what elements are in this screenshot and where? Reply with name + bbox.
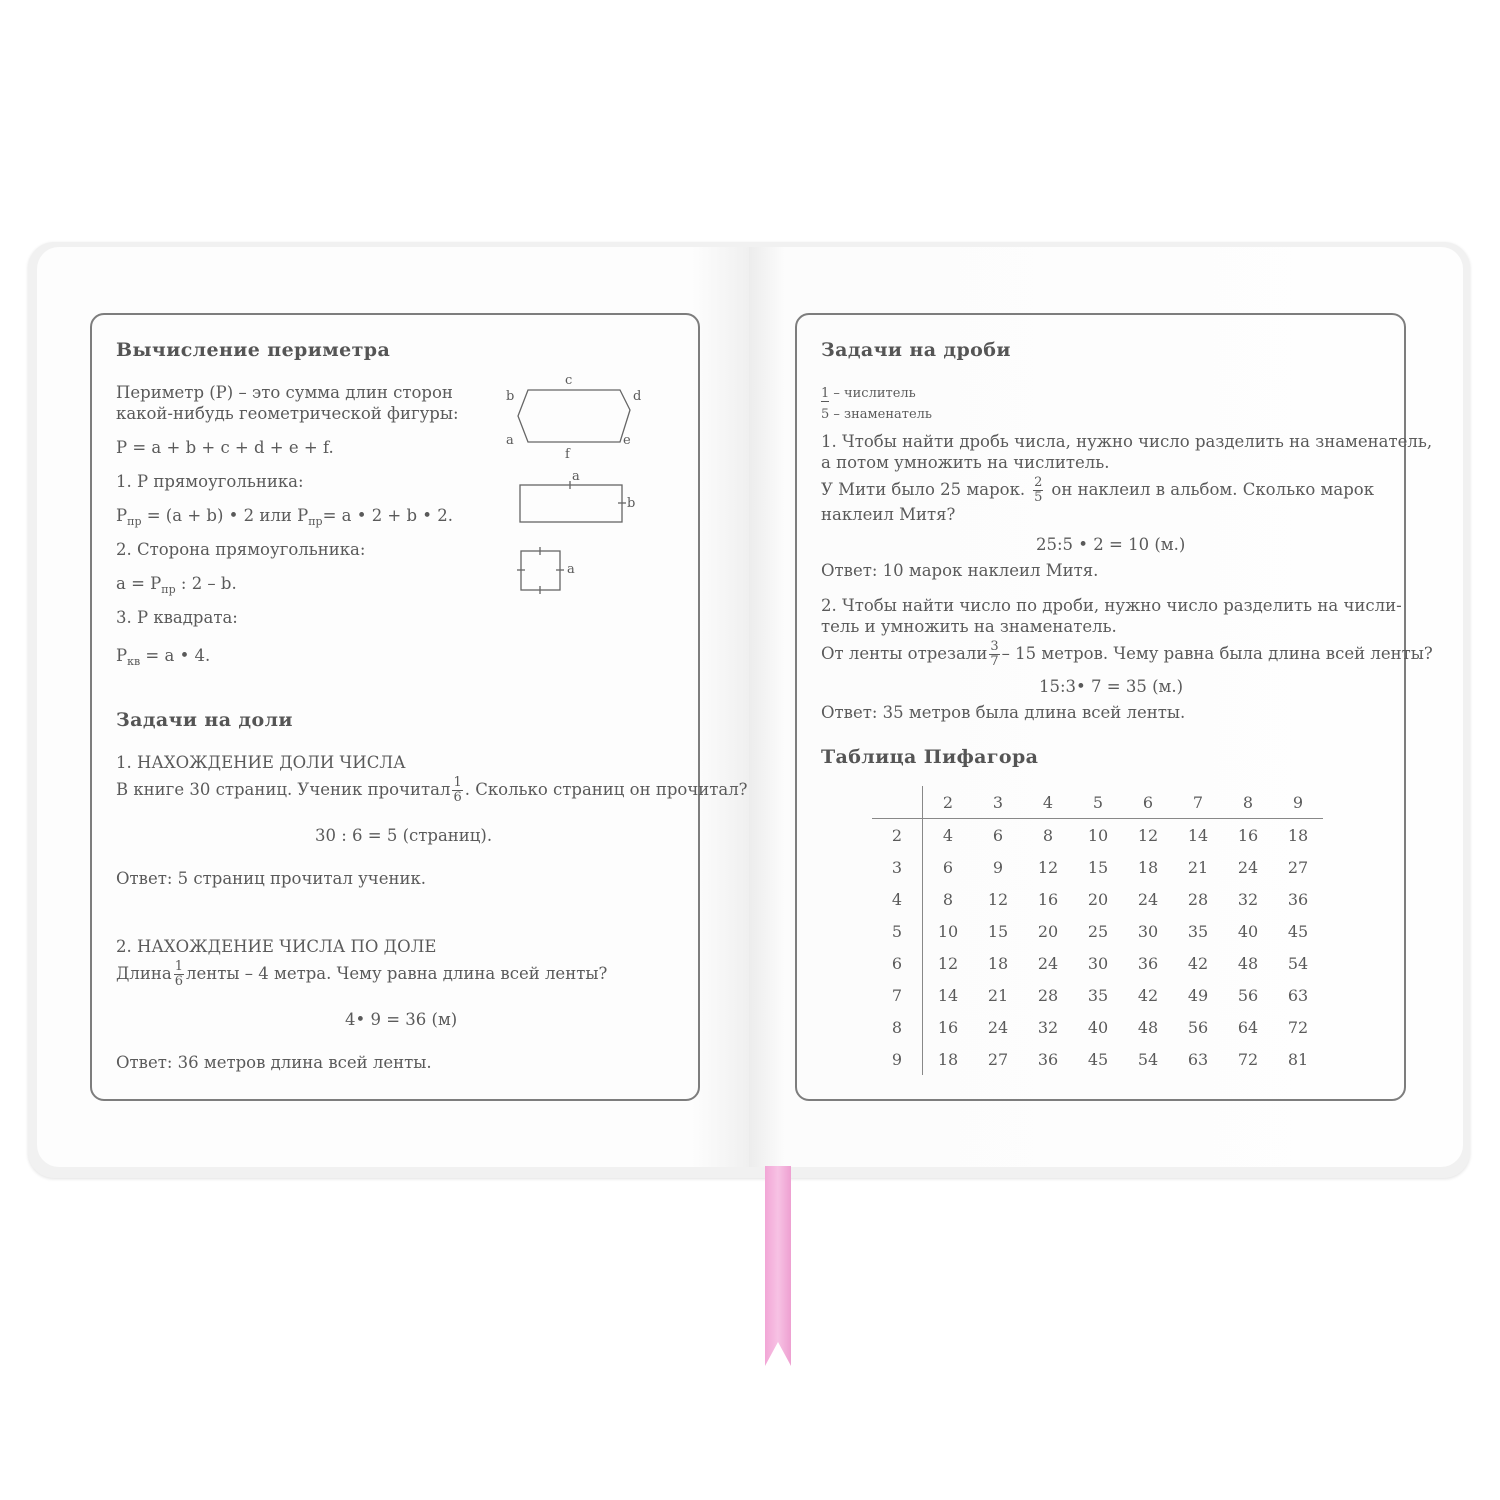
pythagoras-row	[872, 851, 1323, 883]
pythagoras-cell: 21	[1187, 857, 1209, 877]
number-by-share-calc: 4• 9 = 36 (м)	[345, 1010, 458, 1029]
square-label-a: a	[567, 562, 575, 577]
pythagoras-row	[872, 915, 1323, 947]
pythagoras-cell: 6	[992, 825, 1004, 845]
pythagoras-cell: 24	[1137, 889, 1159, 909]
pythagoras-cell: 36	[1287, 889, 1309, 909]
fraction-rule1-line1: 1. Чтобы найти дробь числа, нужно число разделить на знаменатель,	[821, 432, 1433, 451]
rectangle-perimeter-heading: 1. P прямоугольника:	[116, 472, 304, 491]
pythagoras-header-cell: 3	[973, 786, 1023, 819]
pythagoras-header-cell: 4	[1023, 786, 1073, 819]
pythagoras-cell: 12	[987, 889, 1009, 909]
pythagoras-cell: 30	[1087, 953, 1109, 973]
pythagoras-cell: 10	[937, 921, 959, 941]
pythagoras-row	[872, 1043, 1323, 1075]
pythagoras-cell: 72	[1287, 1017, 1309, 1037]
pythagoras-cell: 12	[1137, 825, 1159, 845]
fraction-task1-answer: Ответ: 10 марок наклеил Митя.	[821, 561, 1099, 580]
share-of-number-task: В книге 30 страниц. Ученик прочитал $\frac{1}{6}$ . Сколько страниц он прочитал?	[116, 775, 748, 805]
pythagoras-cell: 32	[1037, 1017, 1059, 1037]
pythagoras-cell: 40	[1087, 1017, 1109, 1037]
rectangle-perimeter-formula: $P_{пр} = (a + b)$ • 2 или $P_{пр}= a$ • 2 + b • 2.	[116, 506, 454, 528]
fraction-rule2-line1: 2. Чтобы найти число по дроби, нужно число разделить на числи-	[821, 596, 1402, 615]
fraction-rule1-line2: а потом умножить на числитель.	[821, 453, 1110, 472]
geometry-diagrams	[500, 370, 660, 610]
pythagoras-header-cell: 9	[1273, 786, 1323, 819]
pythagoras-cell: 81	[1287, 1049, 1309, 1069]
pythagoras-cell: 14	[937, 985, 959, 1005]
pythagoras-row	[872, 947, 1323, 979]
denominator-legend: 5 – знаменатель	[821, 407, 932, 422]
pythagoras-row	[872, 979, 1323, 1011]
hexagon-shape	[518, 390, 630, 442]
pythagoras-cell: 56	[1187, 1017, 1209, 1037]
pythagoras-cell: 18	[937, 1049, 959, 1069]
fraction-task2-calc: 15:3• 7 = 35 (м.)	[1039, 677, 1184, 696]
rectangle-shape	[520, 485, 622, 522]
pythagoras-cell: 63	[1287, 985, 1309, 1005]
pythagoras-cell: 36	[1037, 1049, 1059, 1069]
numerator-legend: 1 – числитель	[821, 386, 916, 401]
rectangle-side-formula: $a = P_{пр}$ : 2 – b.	[116, 574, 237, 596]
pythagoras-cell: 27	[987, 1049, 1009, 1069]
perimeter-title: Вычисление периметра	[116, 339, 391, 361]
fraction-task1-line2: наклеил Митя?	[821, 505, 956, 524]
pythagoras-row	[872, 883, 1323, 915]
number-by-share-task: Длина $\frac{1}{6}$ ленты – 4 метра. Чему равна длина всей ленты?	[116, 959, 608, 989]
pythagoras-cell: 56	[1237, 985, 1259, 1005]
share-of-number-heading: 1. НАХОЖДЕНИЕ ДОЛИ ЧИСЛА	[116, 753, 406, 772]
pythagoras-cell: 25	[1087, 921, 1109, 941]
pythagoras-header-cell: 2	[923, 786, 974, 819]
perimeter-formula: P = a + b + c + d + e + f.	[116, 438, 334, 457]
number-by-share-answer: Ответ: 36 метров длина всей ленты.	[116, 1053, 432, 1072]
pythagoras-cell: 45	[1287, 921, 1309, 941]
pythagoras-cell: 54	[1287, 953, 1309, 973]
pythagoras-cell: 18	[987, 953, 1009, 973]
pythagoras-row-label: 4	[872, 883, 923, 915]
pythagoras-header-cell: 5	[1073, 786, 1123, 819]
pythagoras-header-row	[872, 786, 1323, 819]
fraction-task1-calc: 25:5 • 2 = 10 (м.)	[1036, 535, 1186, 554]
pythagoras-cell: 21	[987, 985, 1009, 1005]
pythagoras-cell: 49	[1187, 985, 1209, 1005]
rectangle-label-b: b	[627, 496, 636, 511]
pythagoras-cell: 14	[1187, 825, 1209, 845]
pythagoras-cell: 27	[1287, 857, 1309, 877]
pythagoras-table	[872, 786, 1323, 1075]
pythagoras-cell: 24	[1037, 953, 1059, 973]
perimeter-definition-line2: какой-нибудь геометрической фигуры:	[116, 404, 459, 423]
fraction-task2: От ленты отрезали $\frac{3}{7}$ – 15 метров. Чему равна была длина всей ленты?	[821, 639, 1433, 669]
fraction-rule2-line2: тель и умножить на знаменатель.	[821, 617, 1117, 636]
pythagoras-cell: 16	[1037, 889, 1059, 909]
pythagoras-cell: 40	[1237, 921, 1259, 941]
pythagoras-header-cell: 7	[1173, 786, 1223, 819]
shares-title: Задачи на доли	[116, 709, 293, 731]
hexagon-label-c: c	[565, 373, 573, 388]
pythagoras-cell: 24	[987, 1017, 1009, 1037]
pythagoras-row-label: 7	[872, 979, 923, 1011]
pythagoras-corner-cell	[872, 786, 923, 819]
pythagoras-row-label: 9	[872, 1043, 923, 1075]
pythagoras-cell: 24	[1237, 857, 1259, 877]
rectangle-side-heading: 2. Сторона прямоугольника:	[116, 540, 366, 559]
pythagoras-cell: 10	[1087, 825, 1109, 845]
pythagoras-cell: 35	[1187, 921, 1209, 941]
pythagoras-cell: 6	[942, 857, 954, 877]
pythagoras-cell: 16	[1237, 825, 1259, 845]
hexagon-label-f: f	[565, 447, 570, 462]
fractions-title: Задачи на дроби	[821, 339, 1011, 361]
square-perimeter-formula: $P_{кв} = a$ • 4.	[116, 646, 211, 668]
pythagoras-row-label: 5	[872, 915, 923, 947]
hexagon-label-b: b	[506, 389, 515, 404]
pythagoras-cell: 12	[1037, 857, 1059, 877]
pythagoras-cell: 15	[987, 921, 1009, 941]
pythagoras-cell: 72	[1237, 1049, 1259, 1069]
ribbon-bookmark	[765, 1166, 791, 1366]
share-of-number-calc: 30 : 6 = 5 (страниц).	[315, 826, 493, 845]
fraction-task1-line1: У Мити было 25 марок. $\frac{2}{5}$ он наклеил в альбом. Сколько марок	[821, 475, 1375, 505]
pythagoras-cell: 20	[1087, 889, 1109, 909]
hexagon-label-a: a	[506, 433, 514, 448]
pythagoras-cell: 48	[1237, 953, 1259, 973]
pythagoras-row	[872, 819, 1323, 852]
pythagoras-cell: 32	[1237, 889, 1259, 909]
pythagoras-header-cell: 8	[1223, 786, 1273, 819]
pythagoras-row	[872, 1011, 1323, 1043]
pythagoras-cell: 12	[937, 953, 959, 973]
pythagoras-cell: 8	[1042, 825, 1054, 845]
pythagoras-cell: 9	[992, 857, 1004, 877]
pythagoras-cell: 28	[1037, 985, 1059, 1005]
pythagoras-cell: 48	[1137, 1017, 1159, 1037]
pythagoras-cell: 30	[1137, 921, 1159, 941]
pythagoras-row-label: 8	[872, 1011, 923, 1043]
pythagoras-cell: 45	[1087, 1049, 1109, 1069]
square-shape	[521, 551, 560, 590]
pythagoras-row-label: 3	[872, 851, 923, 883]
perimeter-definition-line1: Периметр (P) – это сумма длин сторон	[116, 383, 453, 402]
pythagoras-cell: 18	[1287, 825, 1309, 845]
pythagoras-cell: 8	[942, 889, 954, 909]
pythagoras-cell: 42	[1137, 985, 1159, 1005]
fraction-task2-answer: Ответ: 35 метров была длина всей ленты.	[821, 703, 1186, 722]
hexagon-label-d: d	[633, 389, 642, 404]
pythagoras-header-cell: 6	[1123, 786, 1173, 819]
pythagoras-cell: 36	[1137, 953, 1159, 973]
pythagoras-cell: 63	[1187, 1049, 1209, 1069]
pythagoras-body	[872, 819, 1323, 1076]
pythagoras-row-label: 2	[872, 819, 923, 852]
square-perimeter-heading: 3. P квадрата:	[116, 608, 238, 627]
pythagoras-cell: 20	[1037, 921, 1059, 941]
number-by-share-heading: 2. НАХОЖДЕНИЕ ЧИСЛА ПО ДОЛЕ	[116, 937, 437, 956]
pythagoras-cell: 42	[1187, 953, 1209, 973]
pythagoras-cell: 64	[1237, 1017, 1259, 1037]
pythagoras-title: Таблица Пифагора	[821, 746, 1039, 768]
share-of-number-answer: Ответ: 5 страниц прочитал ученик.	[116, 869, 427, 888]
pythagoras-cell: 16	[937, 1017, 959, 1037]
pythagoras-cell: 15	[1087, 857, 1109, 877]
pythagoras-row-label: 6	[872, 947, 923, 979]
pythagoras-cell: 18	[1137, 857, 1159, 877]
rectangle-label-a: a	[572, 469, 580, 484]
pythagoras-cell: 35	[1087, 985, 1109, 1005]
pythagoras-cell: 54	[1137, 1049, 1159, 1069]
pythagoras-cell: 4	[942, 825, 954, 845]
pythagoras-cell: 28	[1187, 889, 1209, 909]
hexagon-label-e: e	[623, 433, 631, 448]
